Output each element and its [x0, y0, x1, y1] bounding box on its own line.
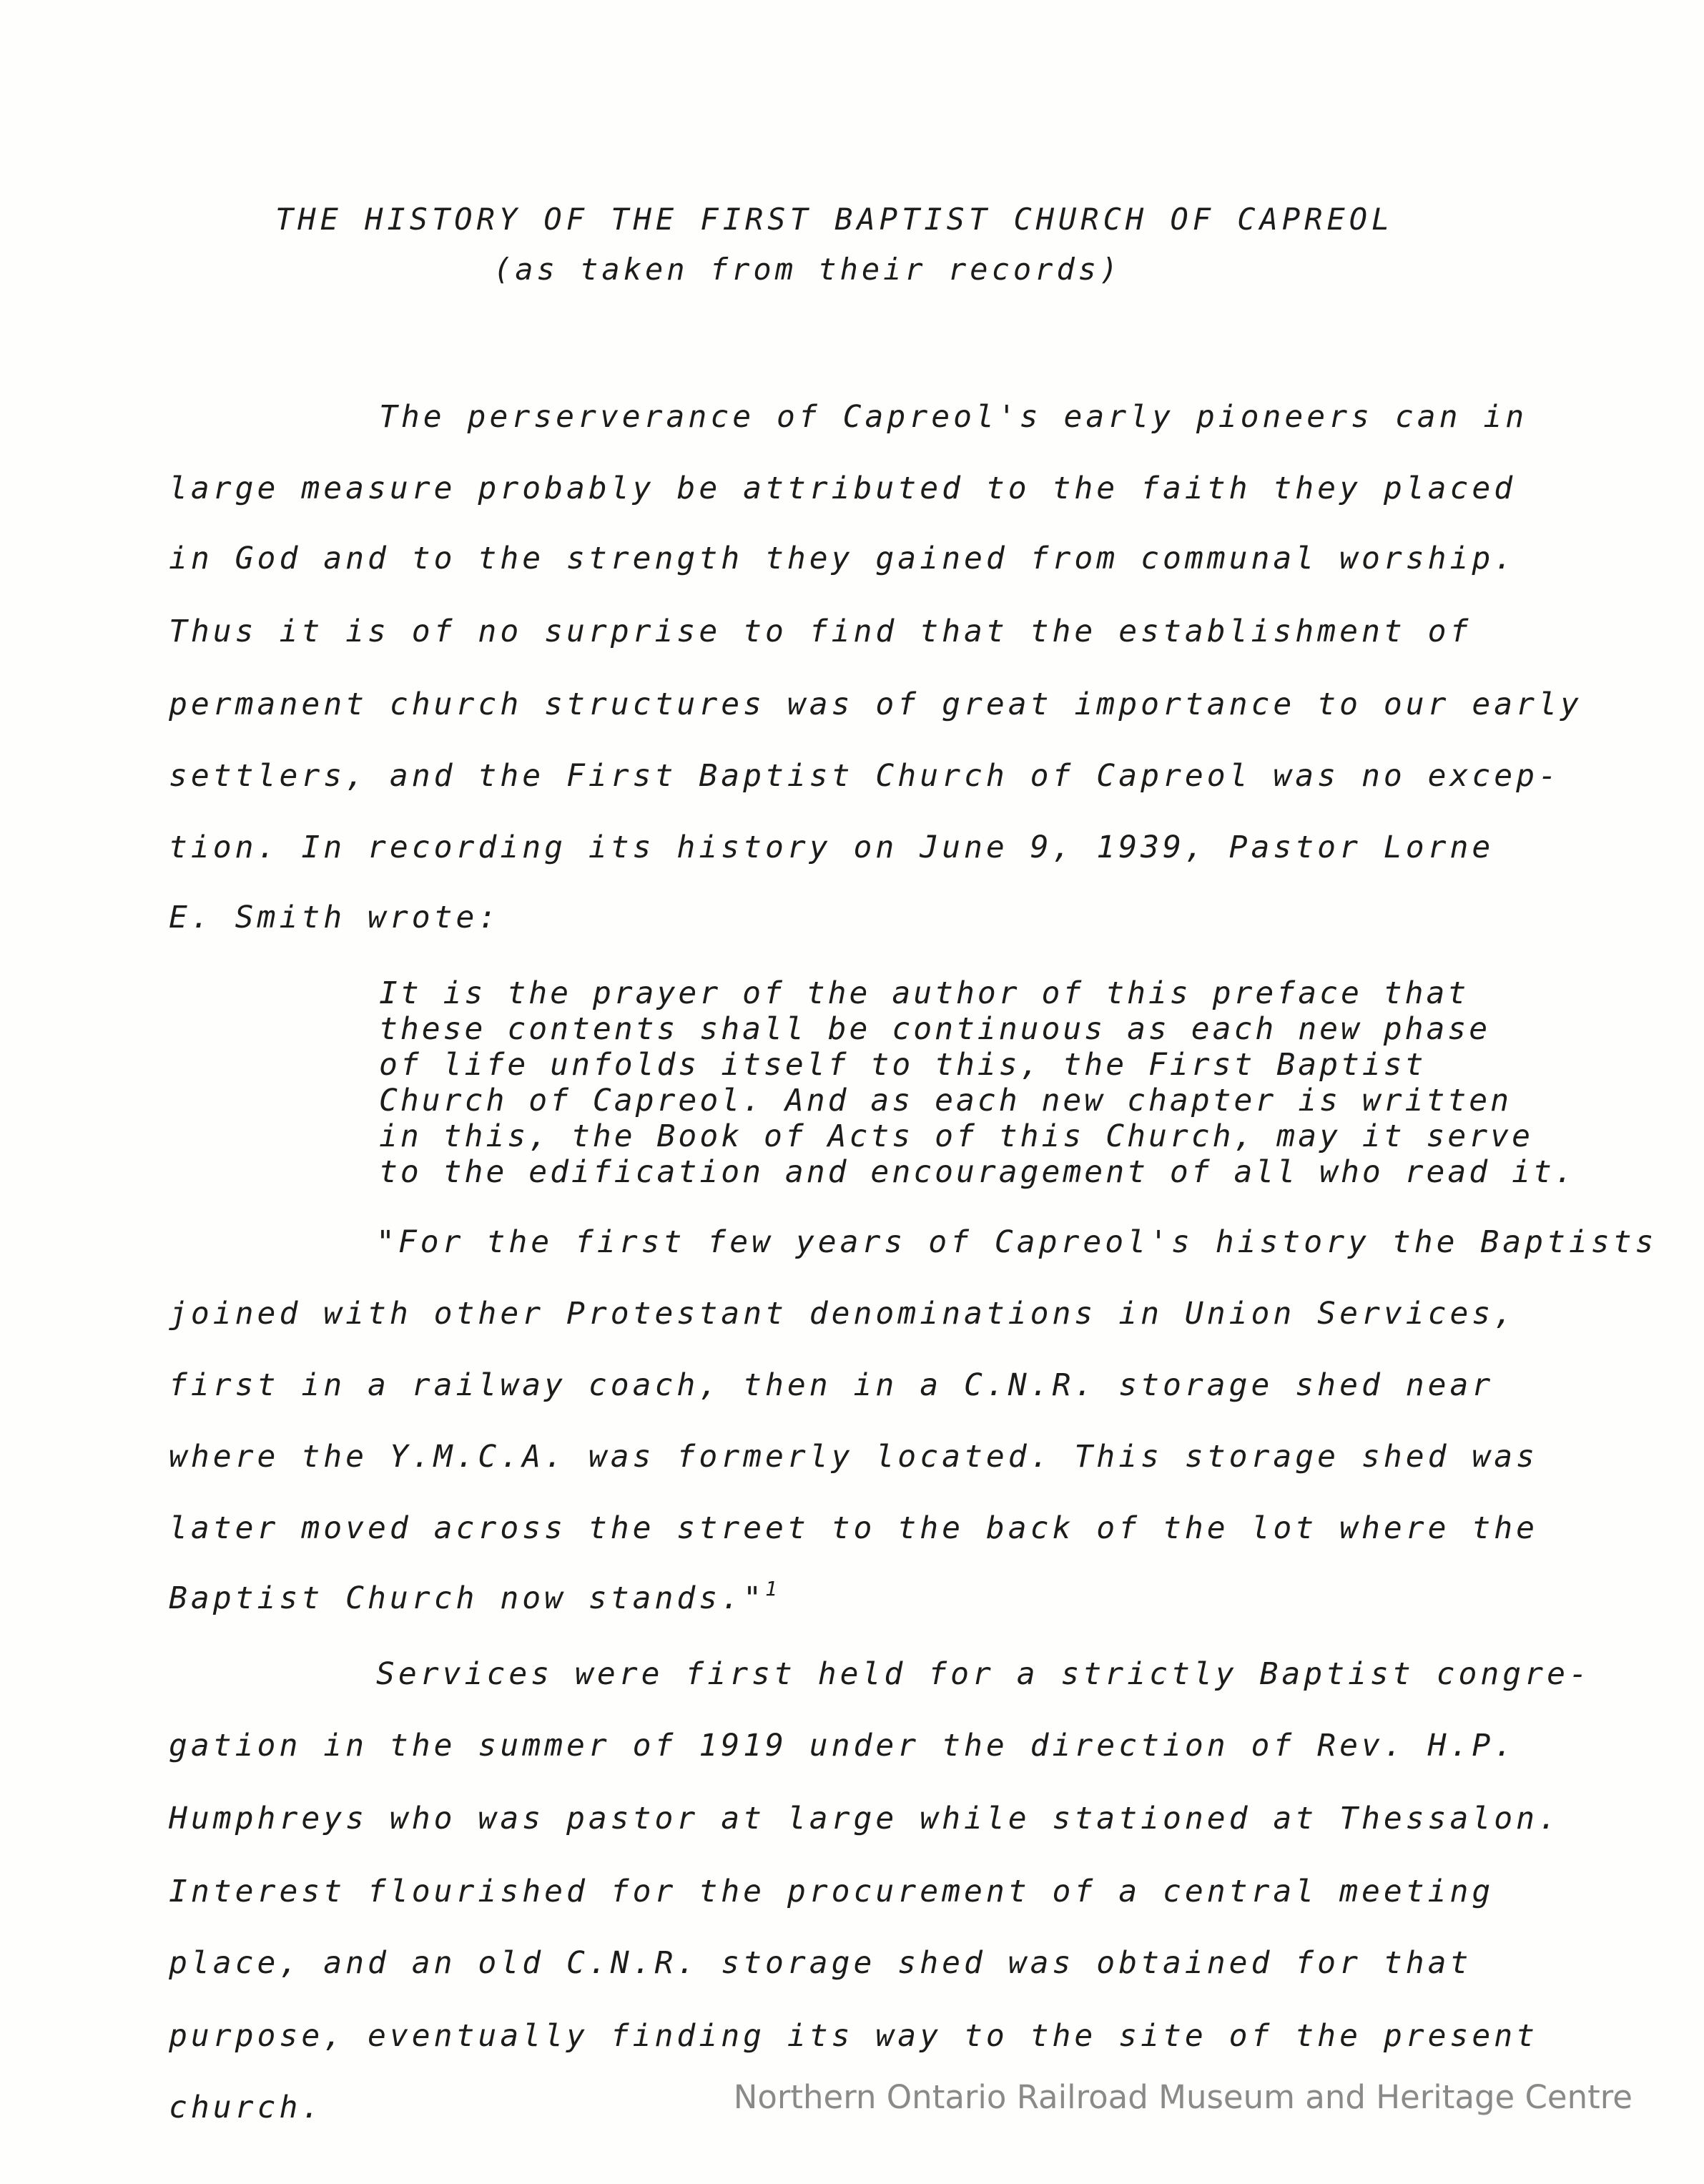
paragraph-3-line-3: Humphreys who was pastor at large while stationed at Thessalon.	[169, 1801, 1560, 1836]
paragraph-3-line-4: Interest flourished for the procurement of a central meeting	[169, 1874, 1494, 1909]
paragraph-3-line-5: place, and an old C.N.R. storage shed was obtained for that	[169, 1945, 1472, 1981]
paragraph-1-line-3: in God and to the strength they gained from communal worship.	[169, 541, 1517, 576]
block-quote-line-5: in this, the Book of Acts of this Church, may it serve	[379, 1118, 1533, 1154]
paragraph-3-line-1: Services were first held for a strictly Baptist congre-	[376, 1656, 1591, 1692]
footnote-marker: 1	[764, 1577, 781, 1600]
paragraph-1-line-2: large measure probably be attributed to the faith they placed	[169, 471, 1517, 506]
paragraph-1-line-8: E. Smith wrote:	[169, 900, 501, 935]
paragraph-3-line-2: gation in the summer of 1919 under the direction of Rev. H.P.	[169, 1728, 1517, 1764]
paragraph-2-line-4: where the Y.M.C.A. was formerly located. This storage shed was	[169, 1439, 1539, 1475]
paragraph-1-line-6: settlers, and the First Baptist Church of Capreol was no excep-	[169, 758, 1560, 794]
block-quote-line-6: to the edification and encouragement of all who read it.	[379, 1154, 1576, 1190]
paragraph-2-line-1: "For the first few years of Capreol's history the Baptists	[376, 1224, 1658, 1260]
block-quote-line-3: of life unfolds itself to this, the First Baptist	[379, 1047, 1427, 1083]
paragraph-1-line-7: tion. In recording its history on June 9, 1939, Pastor Lorne	[169, 830, 1494, 865]
document-subtitle: (as taken from their records)	[493, 252, 1122, 287]
block-quote-line-2: these contents shall be continuous as each new phase	[379, 1011, 1491, 1047]
paragraph-2-line-6-text: Baptist Church now stands."	[169, 1580, 765, 1616]
paragraph-2-line-3: first in a railway coach, then in a C.N.R. storage shed near	[169, 1367, 1494, 1403]
block-quote-line-4: Church of Capreol. And as each new chapter is written	[379, 1083, 1512, 1118]
block-quote-line-1: It is the prayer of the author of this preface that	[379, 975, 1469, 1011]
document-title: THE HISTORY OF THE FIRST BAPTIST CHURCH OF CAPREOL	[275, 202, 1394, 237]
paragraph-2-line-6	[169, 1577, 781, 1616]
paragraph-2-line-2: joined with other Protestant denominations in Union Services,	[169, 1296, 1517, 1332]
paragraph-1-line-1: The perserverance of Capreol's early pioneers can in	[379, 399, 1528, 435]
paragraph-3-line-7: church.	[169, 2090, 324, 2125]
museum-watermark: Northern Ontario Railroad Museum and Heritage Centre	[733, 2078, 1632, 2116]
paragraph-3-line-6: purpose, eventually finding its way to the site of the present	[169, 2018, 1539, 2054]
paragraph-1-line-5: permanent church structures was of great importance to our early	[169, 687, 1582, 722]
paragraph-2-line-5: later moved across the street to the back of the lot where the	[169, 1510, 1539, 1546]
paragraph-1-line-4: Thus it is of no surprise to find that the establishment of	[169, 614, 1472, 649]
